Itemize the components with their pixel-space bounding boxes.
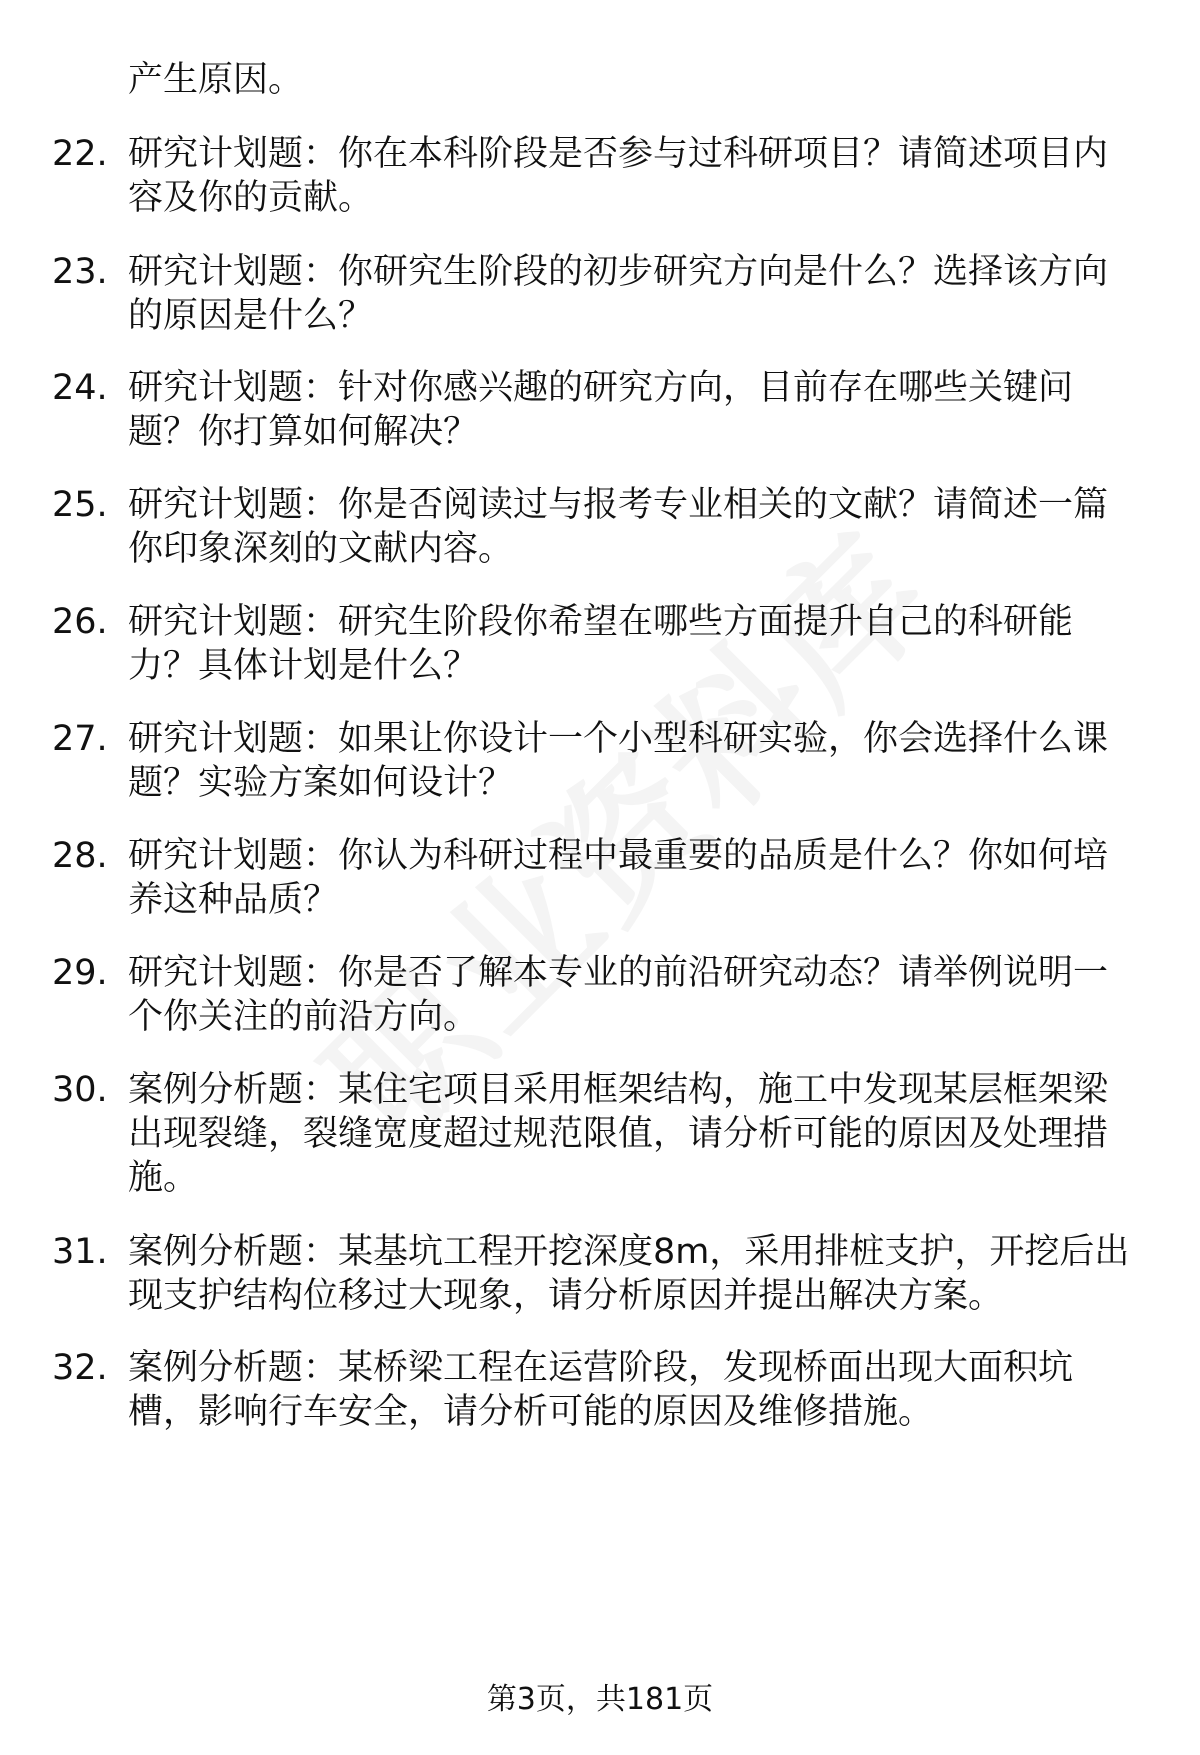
- item-number: 25.: [52, 485, 108, 525]
- item-text-line: 你印象深刻的文献内容。: [128, 529, 514, 569]
- item-number: 27.: [52, 719, 108, 759]
- item-text-line: 案例分析题：某桥梁工程在运营阶段，发现桥面出现大面积坑: [128, 1348, 1074, 1388]
- item-text-line: 案例分析题：某住宅项目采用框架结构，施工中发现某层框架梁: [128, 1070, 1109, 1110]
- item-text-line: 案例分析题：某基坑工程开挖深度8m，采用排桩支护，开挖后出: [128, 1232, 1130, 1272]
- item-text-line: 研究计划题：你研究生阶段的初步研究方向是什么？选择该方向: [128, 252, 1109, 292]
- item-text-line: 容及你的贡献。: [128, 178, 374, 218]
- item-text-line: 研究计划题：你是否了解本专业的前沿研究动态？请举例说明一: [128, 953, 1109, 993]
- item-text-line: 现支护结构位移过大现象，请分析原因并提出解决方案。: [128, 1276, 1004, 1316]
- item-text-line: 个你关注的前沿方向。: [128, 997, 479, 1037]
- item-number: 29.: [52, 953, 108, 993]
- item-text-line: 研究计划题：你是否阅读过与报考专业相关的文献？请简述一篇: [128, 485, 1109, 525]
- item-text-line: 的原因是什么？: [128, 296, 374, 336]
- item-number: 31.: [52, 1232, 108, 1272]
- item-text-line: 研究计划题：研究生阶段你希望在哪些方面提升自己的科研能: [128, 602, 1074, 642]
- page-number-footer: 第3页，共181页: [486, 1682, 714, 1717]
- item-number: 28.: [52, 836, 108, 876]
- item-text-line: 施。: [128, 1158, 199, 1198]
- item-number: 30.: [52, 1070, 108, 1110]
- item-text-line: 养这种品质？: [128, 880, 339, 920]
- item-text-line: 题？你打算如何解决？: [128, 412, 479, 452]
- item-text-line: 力？具体计划是什么？: [128, 646, 479, 686]
- continuation-text: 产生原因。: [128, 60, 304, 100]
- item-text-line: 槽，影响行车安全，请分析可能的原因及维修措施。: [128, 1392, 934, 1432]
- item-number: 22.: [52, 134, 108, 174]
- item-number: 24.: [52, 368, 108, 408]
- item-number: 32.: [52, 1348, 108, 1388]
- item-number: 26.: [52, 602, 108, 642]
- item-number: 23.: [52, 252, 108, 292]
- item-text-line: 研究计划题：针对你感兴趣的研究方向，目前存在哪些关键问: [128, 368, 1074, 408]
- item-text-line: 研究计划题：你在本科阶段是否参与过科研项目？请简述项目内: [128, 134, 1109, 174]
- item-text-line: 研究计划题：你认为科研过程中最重要的品质是什么？你如何培: [128, 836, 1109, 876]
- item-text-line: 研究计划题：如果让你设计一个小型科研实验，你会选择什么课: [128, 719, 1109, 759]
- item-text-line: 出现裂缝，裂缝宽度超过规范限值，请分析可能的原因及处理措: [128, 1114, 1109, 1154]
- item-text-line: 题？实验方案如何设计？: [128, 763, 514, 803]
